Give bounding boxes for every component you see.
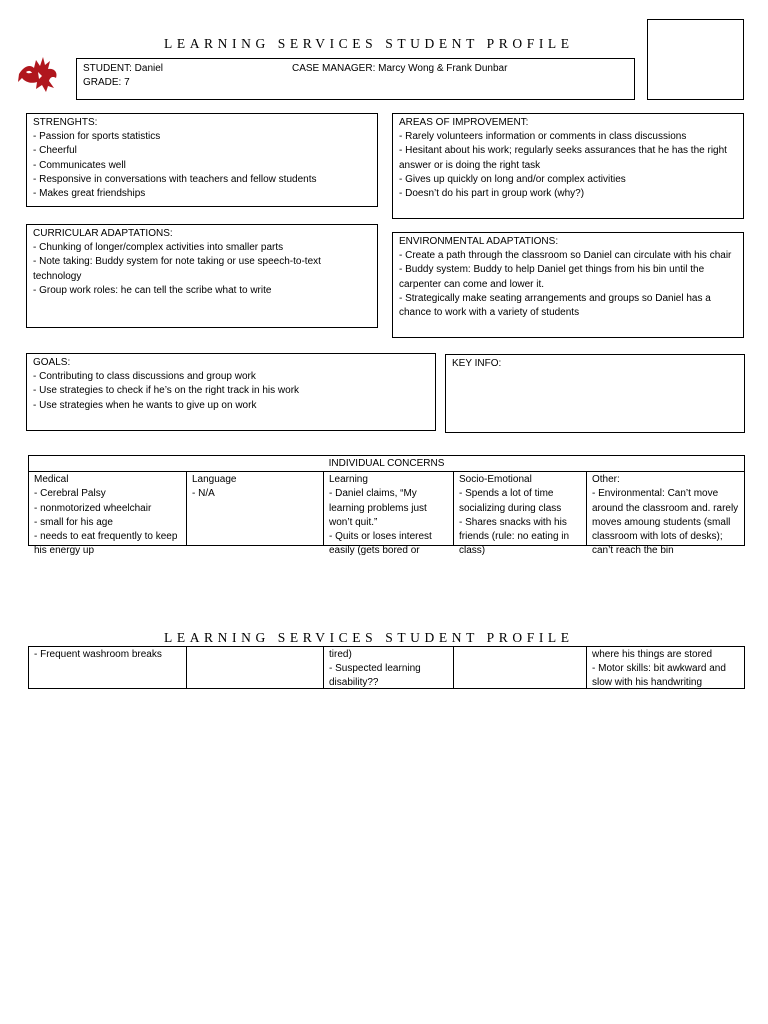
list-item: - Create a path through the classroom so Daniel can circulate with his chair (399, 250, 732, 262)
list-item: - Quits or loses interest easily (gets bored or (329, 531, 432, 557)
list-item: - Buddy system: Buddy to help Daniel get things from his bin until the carpenter can come and lower it. (399, 264, 705, 290)
concern-column-learning (324, 472, 454, 557)
continued-cell-learning (324, 647, 454, 689)
list-item: tired) (329, 649, 352, 660)
list-item: - Strategically make seating arrangements and groups so Daniel has a chance to work with a variety of students (399, 292, 711, 319)
column-header: Socio-Emotional (459, 474, 532, 486)
key-info-section (445, 354, 745, 433)
list-item: - Chunking of longer/complex activities into smaller parts (33, 242, 284, 254)
list-item: - Hesitant about his work; regularly seeks assurances that he has the right answer or is doing the right task (399, 145, 727, 171)
environmental-adaptations-section (392, 232, 744, 338)
strengths-heading: STRENGHTS: (33, 117, 98, 128)
concern-column-medical (29, 472, 187, 557)
environmental-heading: ENVIRONMENTAL ADAPTATIONS: (399, 236, 559, 247)
column-header: Learning (329, 474, 368, 486)
goals-section (26, 353, 436, 431)
list-item: - Group work roles: he can tell the scribe what to write (33, 284, 272, 296)
list-item: - Spends a lot of time socializing during class (459, 488, 562, 514)
photo-box (647, 19, 744, 100)
list-item: - Use strategies to check if he’s on the right track in his work (33, 385, 300, 397)
continued-cell-other (587, 647, 745, 689)
column-header: Language (192, 474, 237, 486)
curricular-heading: CURRICULAR ADAPTATIONS: (33, 228, 173, 239)
concern-column-language (187, 472, 324, 546)
list-item: - nonmotorized wheelchair (34, 502, 152, 514)
goals-heading: GOALS: (33, 357, 71, 368)
list-item: - Passion for sports statistics (33, 131, 161, 143)
list-item: - Daniel claims, “My learning problems just won’t quit.” (329, 488, 427, 528)
list-item: - Motor skills: bit awkward and slow with his handwriting (592, 663, 726, 689)
list-item: - Rarely volunteers information or comments in class discussions (399, 131, 687, 143)
concerns-continued-table (28, 646, 745, 689)
page-2-title: LEARNING SERVICES STUDENT PROFILE (164, 630, 574, 645)
curricular-adaptations-section (26, 224, 378, 328)
continued-cell-language (187, 647, 324, 689)
strengths-section (26, 113, 378, 207)
list-item: - Note taking: Buddy system for note taking or use speech-to-text technology (33, 256, 321, 282)
case-manager: CASE MANAGER: Marcy Wong & Frank Dunbar (292, 63, 508, 74)
concern-column-other (587, 472, 745, 557)
list-item: - Environmental: Can’t move around the classroom and. rarely moves amoung students (small classroom with lots of desks); can’t reach the bin (592, 488, 739, 557)
concerns-caption: INDIVIDUAL CONCERNS (29, 456, 745, 472)
improvement-heading: AREAS OF IMPROVEMENT: (399, 117, 529, 128)
list-item: - Makes great friendships (33, 188, 146, 200)
continued-cell-medical (29, 647, 187, 689)
list-item: - Shares snacks with his friends (rule: no eating in class) (459, 516, 570, 557)
column-header: Medical (34, 474, 69, 486)
list-item: - Frequent washroom breaks (34, 649, 162, 660)
key-info-heading: KEY INFO: (452, 358, 502, 369)
student-name: STUDENT: Daniel (83, 63, 164, 74)
list-item: where his things are stored (592, 649, 713, 660)
continued-cell-socio-emotional (454, 647, 587, 689)
student-info-box (76, 58, 635, 100)
list-item: - Gives up quickly on long and/or complex activities (399, 173, 626, 185)
list-item: - needs to eat frequently to keep his energy up (34, 531, 178, 557)
red-dragon-logo-icon (16, 52, 62, 94)
list-item: - Responsive in conversations with teachers and fellow students (33, 173, 317, 185)
list-item: - small for his age (34, 516, 113, 528)
list-item: - Doesn’t do his part in group work (why?) (399, 188, 585, 200)
individual-concerns-table (28, 455, 745, 557)
list-item: - N/A (192, 488, 215, 500)
list-item: - Cerebral Palsy (34, 488, 106, 500)
student-grade: GRADE: 7 (83, 77, 130, 88)
concern-column-socio-emotional (454, 472, 587, 557)
list-item: - Contributing to class discussions and group work (33, 371, 256, 383)
list-item: - Cheerful (33, 145, 77, 157)
areas-of-improvement-section (392, 113, 744, 219)
page-title: LEARNING SERVICES STUDENT PROFILE (164, 36, 574, 51)
column-header: Other: (592, 474, 620, 486)
list-item: - Suspected learning disability?? (329, 663, 421, 689)
list-item: - Use strategies when he wants to give up on work (33, 399, 257, 411)
list-item: - Communicates well (33, 159, 126, 171)
